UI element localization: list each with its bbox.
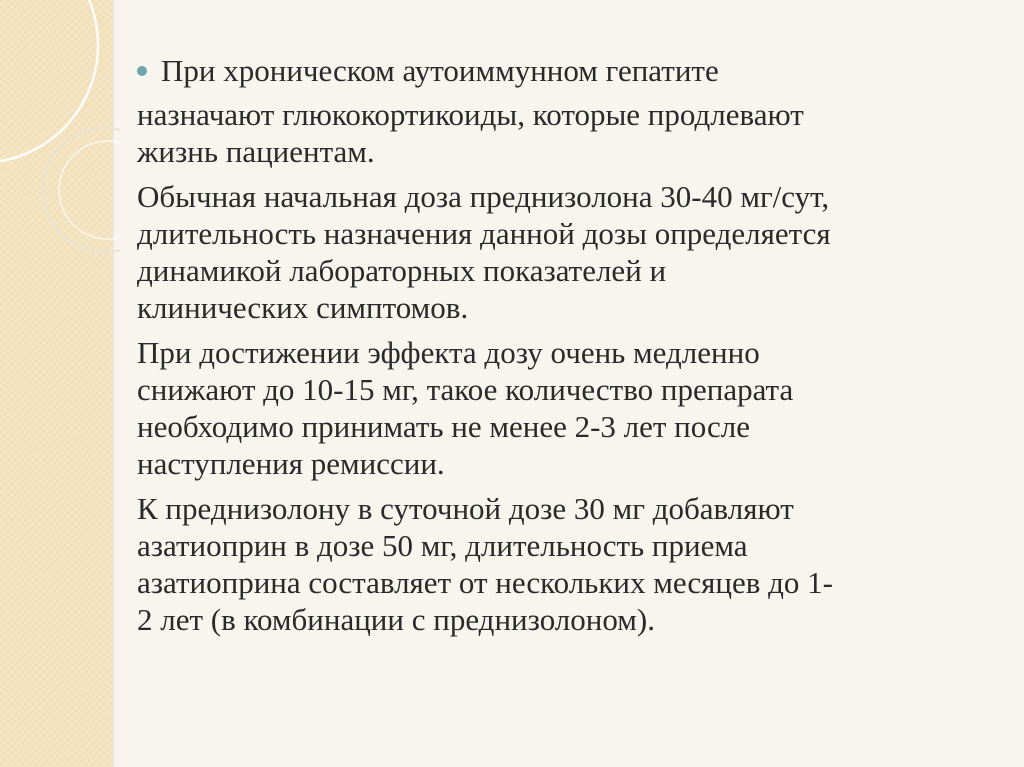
paragraph-azathioprine: К преднизолону в суточной дозе 30 мг добавляют азатиоприн в дозе 50 мг, длительность приема азатиоприна составляет от нескольких месяцев до 1- 2 лет (в комбинации с преднизолоном). [137,491,833,637]
paragraph-initial-dose: Обычная начальная доза преднизолона 30-40 мг/сут, длительность назначения данной дозы определяется динамикой лабораторных показателей и клинических симптомов. [137,179,831,325]
bullet-item [137,52,1007,89]
slide-content [137,52,1007,638]
bullet-dot-icon [137,66,147,76]
paragraph-dose-reduction: При достижении эффекта дозу очень медленно снижают до 10-15 мг, такое количество препарата необходимо принимать не менее 2-3 лет после наступления ремиссии. [137,335,794,481]
paragraph-glucocorticoids: назначают глюкокортикоиды, которые продлевают жизнь пациентам. [137,97,804,169]
decorative-circles [0,0,120,300]
bullet-first-line: При хроническом аутоиммунном гепатите [161,53,719,88]
